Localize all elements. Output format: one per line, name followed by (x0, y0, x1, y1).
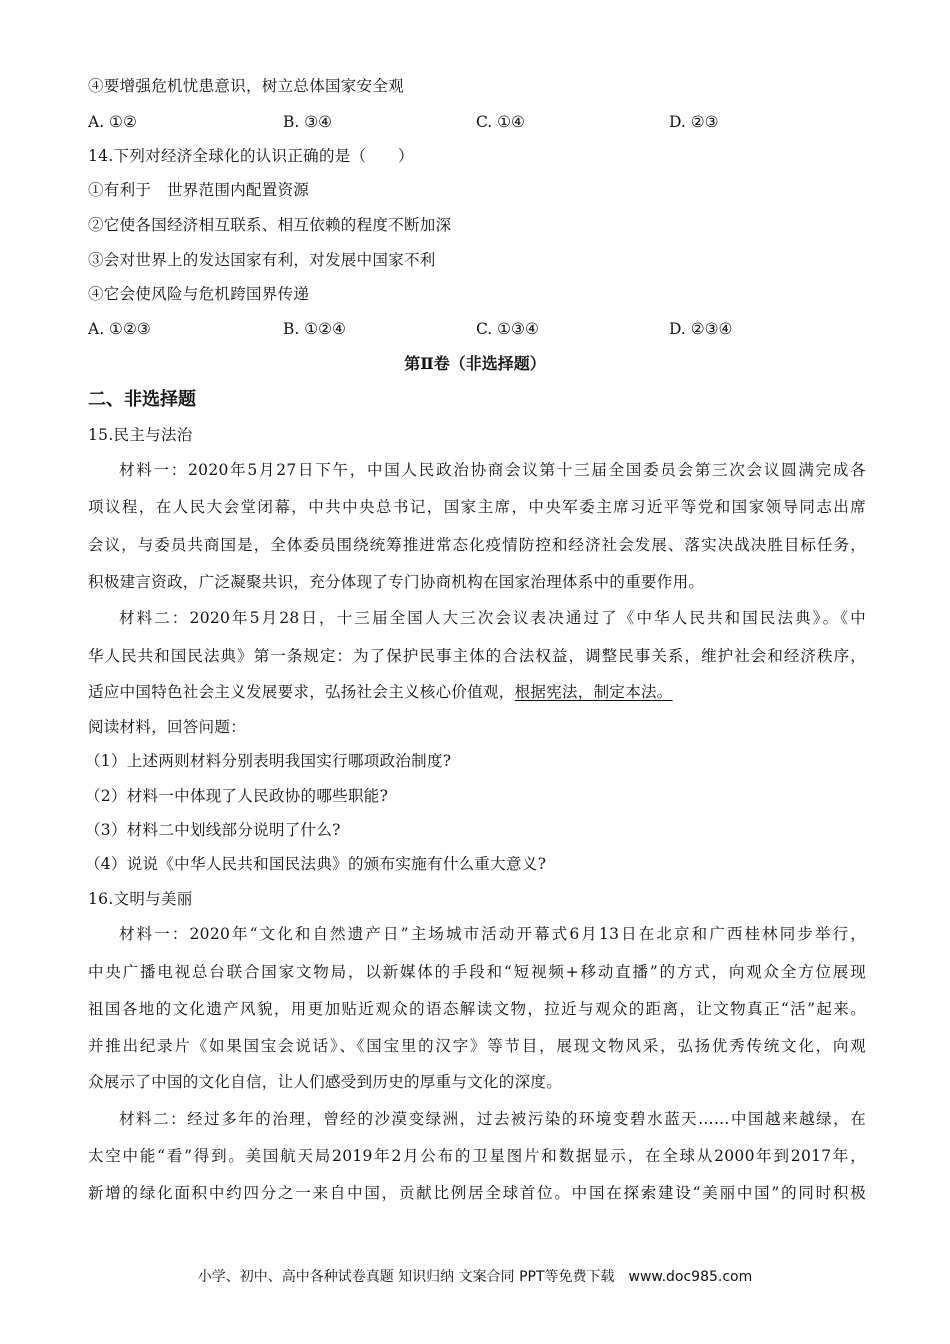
q13-option-a: A. ①② (88, 113, 137, 131)
q14-option-d: D. ②③④ (669, 320, 733, 338)
q16-m1-line-2: 中央广播电视总台联合国家文物局，以新媒体的手段和“短视频+移动直播”的方式，向观众全方位展现 (88, 963, 866, 981)
q16-m1-line-5: 众展示了中国的文化自信，让人们感受到历史的厚重与文化的深度。 (88, 1073, 563, 1091)
q14-item-4: ④它会使风险与危机跨国界传递 (88, 285, 310, 303)
q16-m1-line-3: 祖国各地的文化遗产风貌，用更加贴近观众的语态解读文物，拉近与观众的距离，让文物真正“活”起来。 (88, 1000, 866, 1018)
q13-option-d: D. ②③ (669, 113, 719, 131)
part2-title: 第Ⅱ卷（非选择题） (404, 354, 546, 373)
q15-question-3: （3）材料二中划线部分说明了什么? (85, 821, 341, 839)
page-footer: 小学、初中、高中各种试卷真题 知识归纳 文案合同 PPT等免费下载 www.doc985.com (197, 1269, 753, 1285)
q16-m2-line-3: 新增的绿化面积中约四分之一来自中国，贡献比例居全球首位。中国在探索建设“美丽中国”的同时积极 (88, 1184, 866, 1202)
q14-item-2: ②它使各国经济相互联系、相互依赖的程度不断加深 (88, 216, 452, 234)
q14-item-3: ③会对世界上的发达国家有利，对发展中国家不利 (88, 251, 436, 269)
q13-item-4: ④要增强危机忧患意识，树立总体国家安全观 (88, 77, 405, 95)
q15-title: 15.民主与法治 (88, 426, 193, 444)
q15-m2-line-3 (88, 682, 673, 702)
q14-stem: 14.下列对经济全球化的认识正确的是（ ） (88, 147, 414, 165)
q15-m2-line-1: 材料二：2020年5月28日，十三届全国人大三次会议表决通过了《中华人民共和国民法典》。《中 (119, 609, 866, 627)
q16-m2-line-1: 材料二：经过多年的治理，曾经的沙漠变绿洲，过去被污染的环境变碧水蓝天……中国越来越绿，在 (119, 1110, 866, 1128)
q14-item-1: ①有利于 世界范围内配置资源 (88, 181, 310, 199)
q13-option-c: C. ①④ (476, 113, 525, 131)
section-title: 二、非选择题 (88, 389, 196, 410)
q15-m2-underlined-text: 根据宪法，制定本法。 (514, 683, 673, 701)
q15-m2-line-2: 华人民共和国民法典》第一条规定：为了保护民事主体的合法权益，调整民事关系，维护社会和经济秩序， (88, 647, 866, 665)
q15-m1-line-4: 积极建言资政，广泛凝聚共识，充分体现了专门协商机构在国家治理体系中的重要作用。 (88, 573, 705, 591)
q16-m1-line-4: 并推出纪录片《如果国宝会说话》、《国宝里的汉字》等节目，展现文物风采，弘扬优秀传统文化，向观 (88, 1037, 866, 1055)
q14-option-b: B. ①②④ (283, 320, 346, 338)
q15-question-4: （4）说说《中华人民共和国民法典》的颁布实施有什么重大意义? (85, 855, 547, 873)
q15-m1-line-2: 项议程，在人民大会堂闭幕，中共中央总书记，国家主席，中央军委主席习近平等党和国家领导同志出席 (88, 498, 866, 516)
q13-option-b: B. ③④ (283, 113, 333, 131)
q14-option-c: C. ①③④ (476, 320, 539, 338)
q15-m1-line-3: 会议，与委员共商国是，全体委员围绕统筹推进常态化疫情防控和经济社会发展、落实决战决胜目标任务， (88, 536, 866, 554)
q16-title: 16.文明与美丽 (88, 890, 193, 908)
q16-m2-line-2: 太空中能“看”得到。美国航天局2019年2月公布的卫星图片和数据显示，在全球从2000年到2017年， (88, 1147, 866, 1165)
q15-m1-line-1: 材料一：2020年5月27日下午，中国人民政治协商会议第十三届全国委员会第三次会议圆满完成各 (119, 461, 866, 479)
q15-m2-line-3-plain: 适应中国特色社会主义发展要求，弘扬社会主义核心价值观， (88, 683, 515, 701)
q15-question-2: （2）材料一中体现了人民政协的哪些职能? (85, 787, 389, 805)
q15-prompt: 阅读材料，回答问题： (88, 718, 247, 736)
q16-m1-line-1: 材料一：2020年“文化和自然遗产日”主场城市活动开幕式6月13日在北京和广西桂林同步举行， (119, 925, 866, 943)
q15-question-1: （1）上述两则材料分别表明我国实行哪项政治制度? (85, 752, 452, 770)
q14-option-a: A. ①②③ (88, 320, 151, 338)
